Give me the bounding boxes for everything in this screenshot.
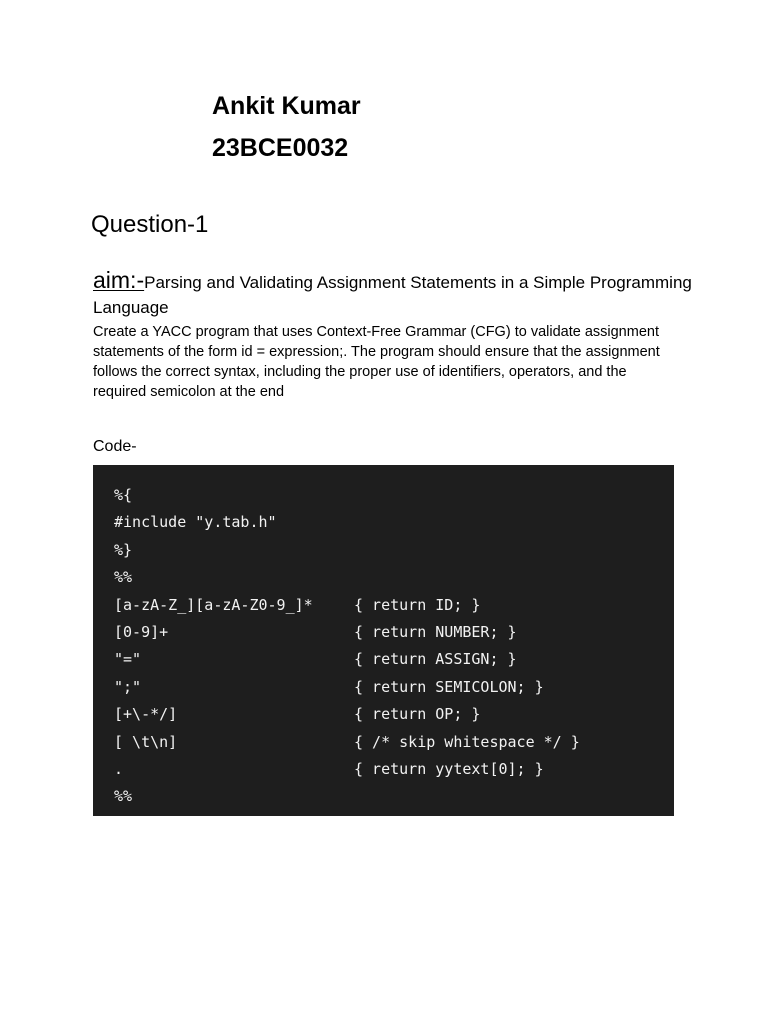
- aim-section: [93, 268, 693, 402]
- code-line: [114, 674, 674, 701]
- code-action: { return SEMICOLON; }: [354, 677, 544, 696]
- author-id: 23BCE0032: [212, 134, 349, 162]
- code-line: [114, 646, 674, 673]
- code-action: { return OP; }: [354, 705, 481, 724]
- code-action: { return yytext[0]; }: [354, 759, 544, 778]
- code-pattern: %{: [114, 486, 133, 504]
- code-action: { /* skip whitespace */ }: [354, 732, 580, 751]
- code-label: Code-: [93, 438, 137, 455]
- code-pattern: [0-9]+: [114, 622, 169, 641]
- code-action: { return NUMBER; }: [354, 622, 517, 641]
- author-name: Ankit Kumar: [212, 92, 361, 120]
- code-pattern: [ \t\n]: [114, 732, 178, 751]
- code-pattern: ";": [114, 677, 142, 696]
- code-line: [114, 619, 674, 646]
- code-line: [114, 729, 674, 756]
- code-action: { return ID; }: [354, 595, 481, 614]
- code-pattern: [+\-*/]: [114, 705, 178, 724]
- code-pattern: %%: [114, 787, 133, 806]
- aim-label: aim:-: [93, 267, 145, 293]
- code-pattern: "=": [114, 650, 142, 669]
- code-line: [114, 564, 674, 591]
- code-line: [114, 509, 674, 536]
- code-line: [114, 783, 674, 810]
- aim-heading-text: Parsing and Validating Assignment Statements in a Simple Programming Language: [93, 273, 692, 317]
- code-line: [114, 482, 674, 509]
- code-line: [114, 701, 674, 728]
- code-line: [114, 537, 674, 564]
- code-pattern: #include "y.tab.h": [114, 513, 277, 532]
- code-pattern: [a-zA-Z_][a-zA-Z0-9_]*: [114, 595, 313, 614]
- code-line: [114, 756, 674, 783]
- code-action: { return ASSIGN; }: [354, 650, 517, 669]
- code-pattern: %}: [114, 540, 133, 559]
- code-block: [93, 465, 674, 816]
- aim-description: Create a YACC program that uses Context-Free Grammar (CFG) to validate assignment statements of the form id = expression;. The program should ensure that the assignment follows the correct syntax, including the proper use of identifiers, operators, and the required semicolon at the end: [93, 324, 660, 400]
- code-pattern: .: [114, 759, 124, 778]
- code-pattern: %%: [114, 568, 133, 587]
- question-title: Question-1: [91, 211, 209, 238]
- code-line: [114, 592, 674, 619]
- aim-heading: [93, 268, 693, 320]
